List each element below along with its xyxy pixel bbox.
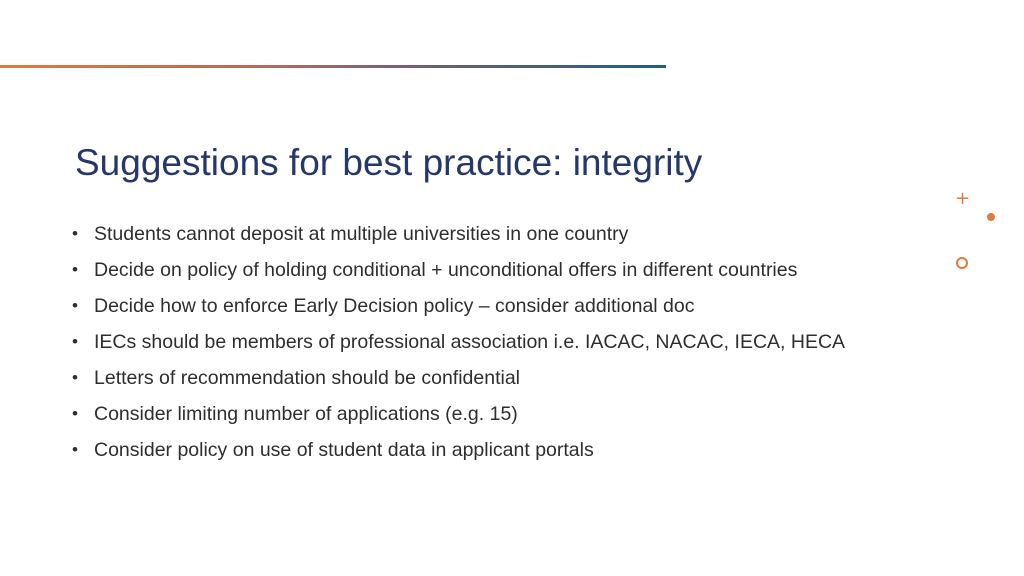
bullet-marker: • xyxy=(72,332,78,351)
bullet-text: IECs should be members of professional association i.e. IACAC, NACAC, IECA, HECA xyxy=(94,331,846,353)
bullet-item xyxy=(72,294,845,330)
bullet-marker: • xyxy=(72,368,78,387)
slide-title: Suggestions for best practice: integrity xyxy=(75,142,703,183)
bullet-text: Consider limiting number of applications (e.g. 15) xyxy=(94,403,518,425)
top-gradient-rule xyxy=(0,65,666,68)
plus-icon: + xyxy=(955,188,971,209)
ring-icon xyxy=(956,257,968,269)
bullet-text: Decide on policy of holding conditional + unconditional offers in different countries xyxy=(94,259,798,281)
filled-dot-icon xyxy=(987,213,995,221)
bullet-item xyxy=(72,438,845,474)
bullet-list xyxy=(72,222,845,474)
bullet-text: Consider policy on use of student data in applicant portals xyxy=(94,439,594,461)
bullet-marker: • xyxy=(72,224,78,243)
bullet-marker: • xyxy=(72,296,78,315)
bullet-item xyxy=(72,222,845,258)
bullet-marker: • xyxy=(72,440,78,459)
bullet-marker: • xyxy=(72,404,78,423)
bullet-text: Decide how to enforce Early Decision policy – consider additional doc xyxy=(94,295,695,317)
bullet-item xyxy=(72,402,845,438)
bullet-item xyxy=(72,366,845,402)
bullet-marker: • xyxy=(72,260,78,279)
bullet-text: Letters of recommendation should be confidential xyxy=(94,367,521,389)
bullet-item xyxy=(72,258,845,294)
bullet-text: Students cannot deposit at multiple universities in one country xyxy=(94,223,629,245)
bullet-item xyxy=(72,330,845,366)
